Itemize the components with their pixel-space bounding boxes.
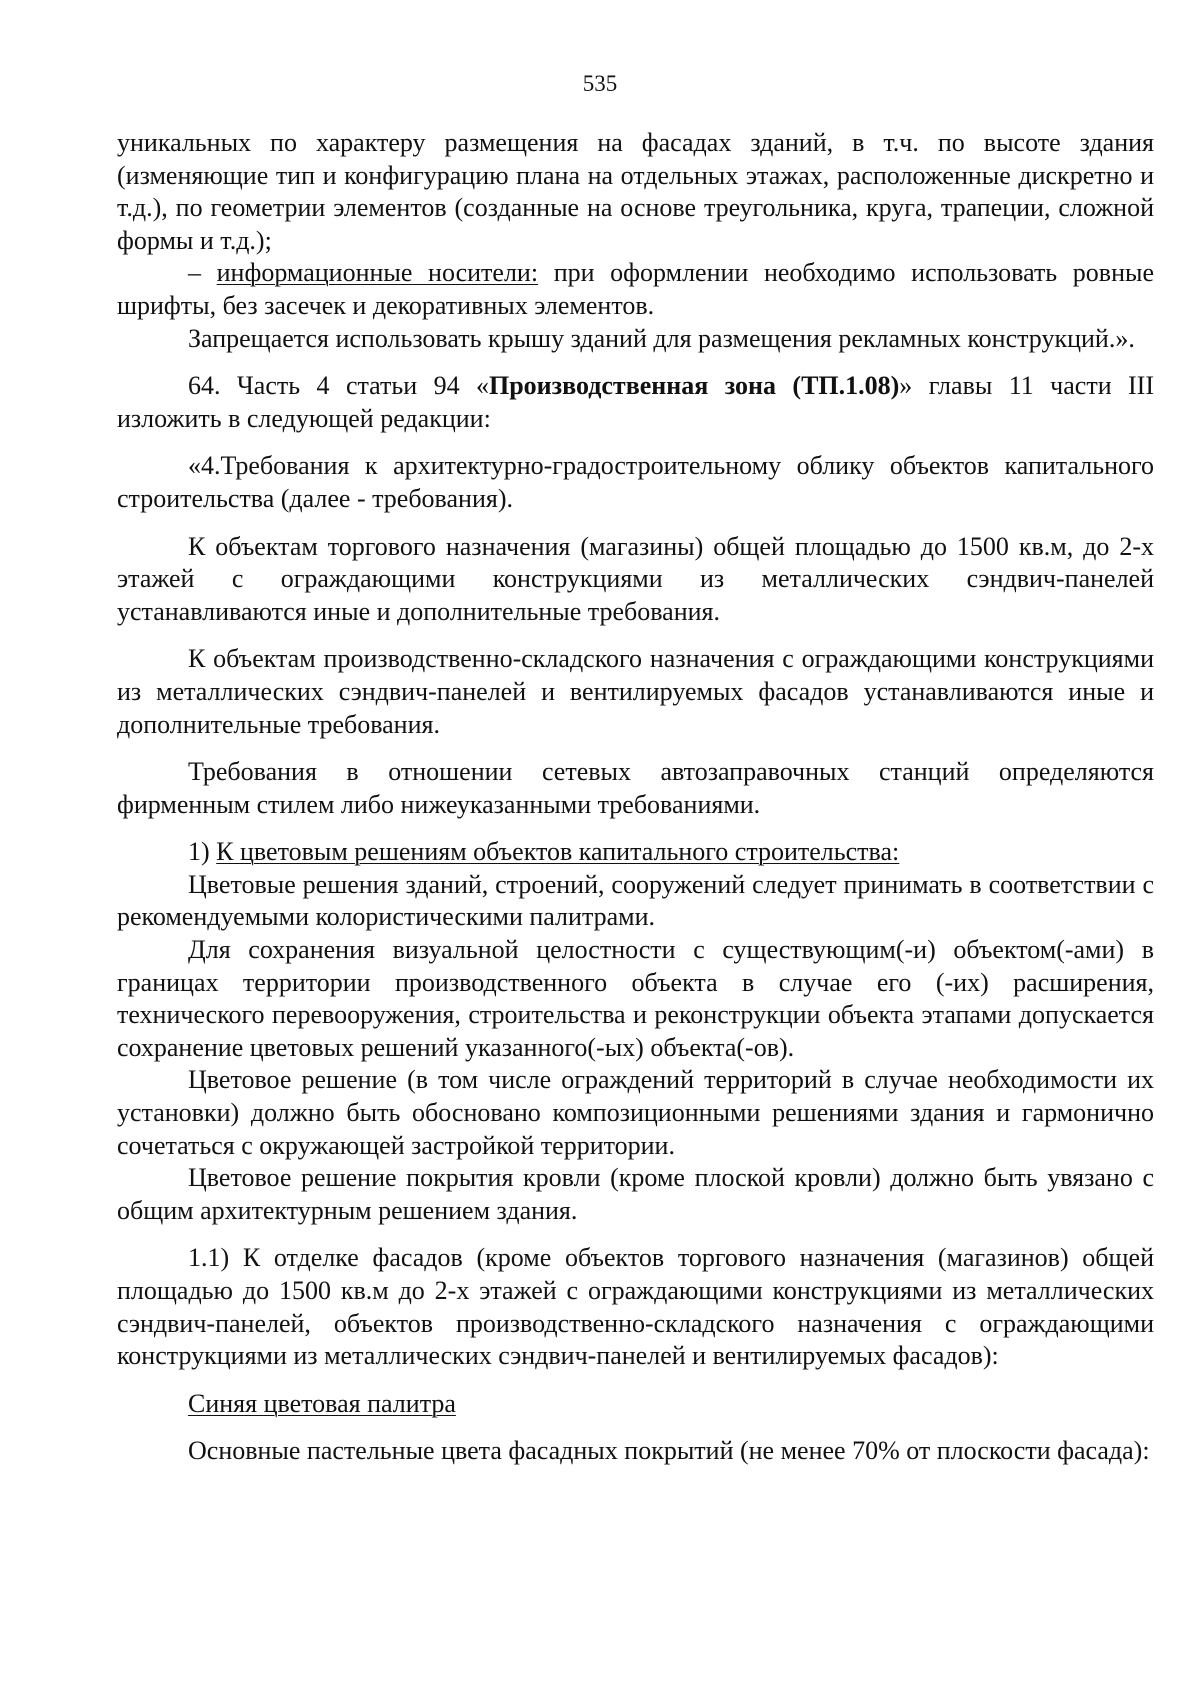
information-carriers-text: при оформлении необходимо использовать ровные шрифты, без засечек и декоративных элементов. [117,258,1154,320]
color-solutions-heading: К цветовым решениям объектов капитального строительства: [216,837,900,867]
term-information-carriers: информационные носители: [216,258,539,288]
paragraph-pastel-colors: Основные пастельные цвета фасадных покрытий (не менее 70% от плоскости фасада): [188,1436,1150,1466]
list-number-1: 1) [188,837,217,867]
paragraph-requirements-heading: «4.Требования к архитектурно-градостроительному облику объектов капитального строительства (далее - требования). [117,451,1154,513]
paragraph-color-justification: Цветовое решение (в том числе ограждений территорий в случае необходимости их установки) должно быть обосновано композиционными решениями здания и гармонично сочетаться с окружающей застройкой территории. [117,1065,1154,1160]
blue-palette-heading: Синяя цветовая палитра [188,1388,456,1418]
paragraph-trade-objects: К объектам торгового назначения (магазины) общей площадью до 1500 кв.м, до 2-х этажей с ограждающими конструкциями из металлических сэндвич-панелей устанавливаются иные и дополнительные требования. [117,531,1154,626]
paragraph-warehouse-objects: К объектам производственно-складского назначения с ограждающими конструкциями из металлических сэндвич-панелей и вентилируемых фасадов устанавливаются иные и дополнительные требования. [117,644,1154,739]
list-dash: – [188,258,217,288]
paragraph-color-solutions-heading [117,836,1154,869]
paragraph-color-palettes: Цветовые решения зданий, строений, сооружений следует принимать в соответствии с рекомендуемыми колористическими палитрами. [117,869,1154,932]
paragraph-information-carriers [117,257,1154,322]
paragraph-facade-finishing: 1.1) К отделке фасадов (кроме объектов торгового назначения (магазинов) общей площадью до 1500 кв.м до 2-х этажей с ограждающими конструкциями из металлических сэндвич-панелей, объектов производственно-складского назначения с ограждающими конструкциями из металлических сэндвич-панелей и вентилируемых фасадов): [117,1243,1154,1371]
document-body [117,127,1154,1468]
paragraph-advertising-structures-continuation: уникальных по характеру размещения на фасадах зданий, в т.ч. по высоте здания (изменяющие тип и конфигурацию плана на отдельных этажах, расположенные дискретно и т.д.), по геометрии элементов (созданные на основе треугольника, круга, трапеции, сложной формы и т.д.); [117,128,1154,255]
page-number: 535 [582,71,618,96]
paragraph-item-64 [117,370,1154,435]
paragraph-gas-stations: Требования в отношении сетевых автозаправочных станций определяются фирменным стилем либо нижеуказанными требованиями. [117,757,1154,819]
item-64-end: » главы 11 части III изложить в следующей редакции: [117,371,1155,433]
paragraph-roof-prohibition: Запрещается использовать крышу зданий для размещения рекламных конструкций.». [188,323,1135,353]
paragraph-blue-palette [117,1388,1154,1421]
paragraph-visual-integrity: Для сохранения визуальной целостности с существующим(-и) объектом(-ами) в границах территории производственного объекта в случае его (-их) расширения, технического перевооружения, строительства и реконструкции объекта этапами допускается сохранение цветовых решений указанного(-ых) объекта(-ов). [117,935,1154,1062]
item-64-start: 64. Часть 4 статьи 94 « [188,371,489,401]
zone-name-bold: Производственная зона (ТП.1.08) [489,371,900,401]
paragraph-roof-color: Цветовое решение покрытия кровли (кроме плоской кровли) должно быть увязано с общим архитектурным решением здания. [117,1163,1154,1225]
